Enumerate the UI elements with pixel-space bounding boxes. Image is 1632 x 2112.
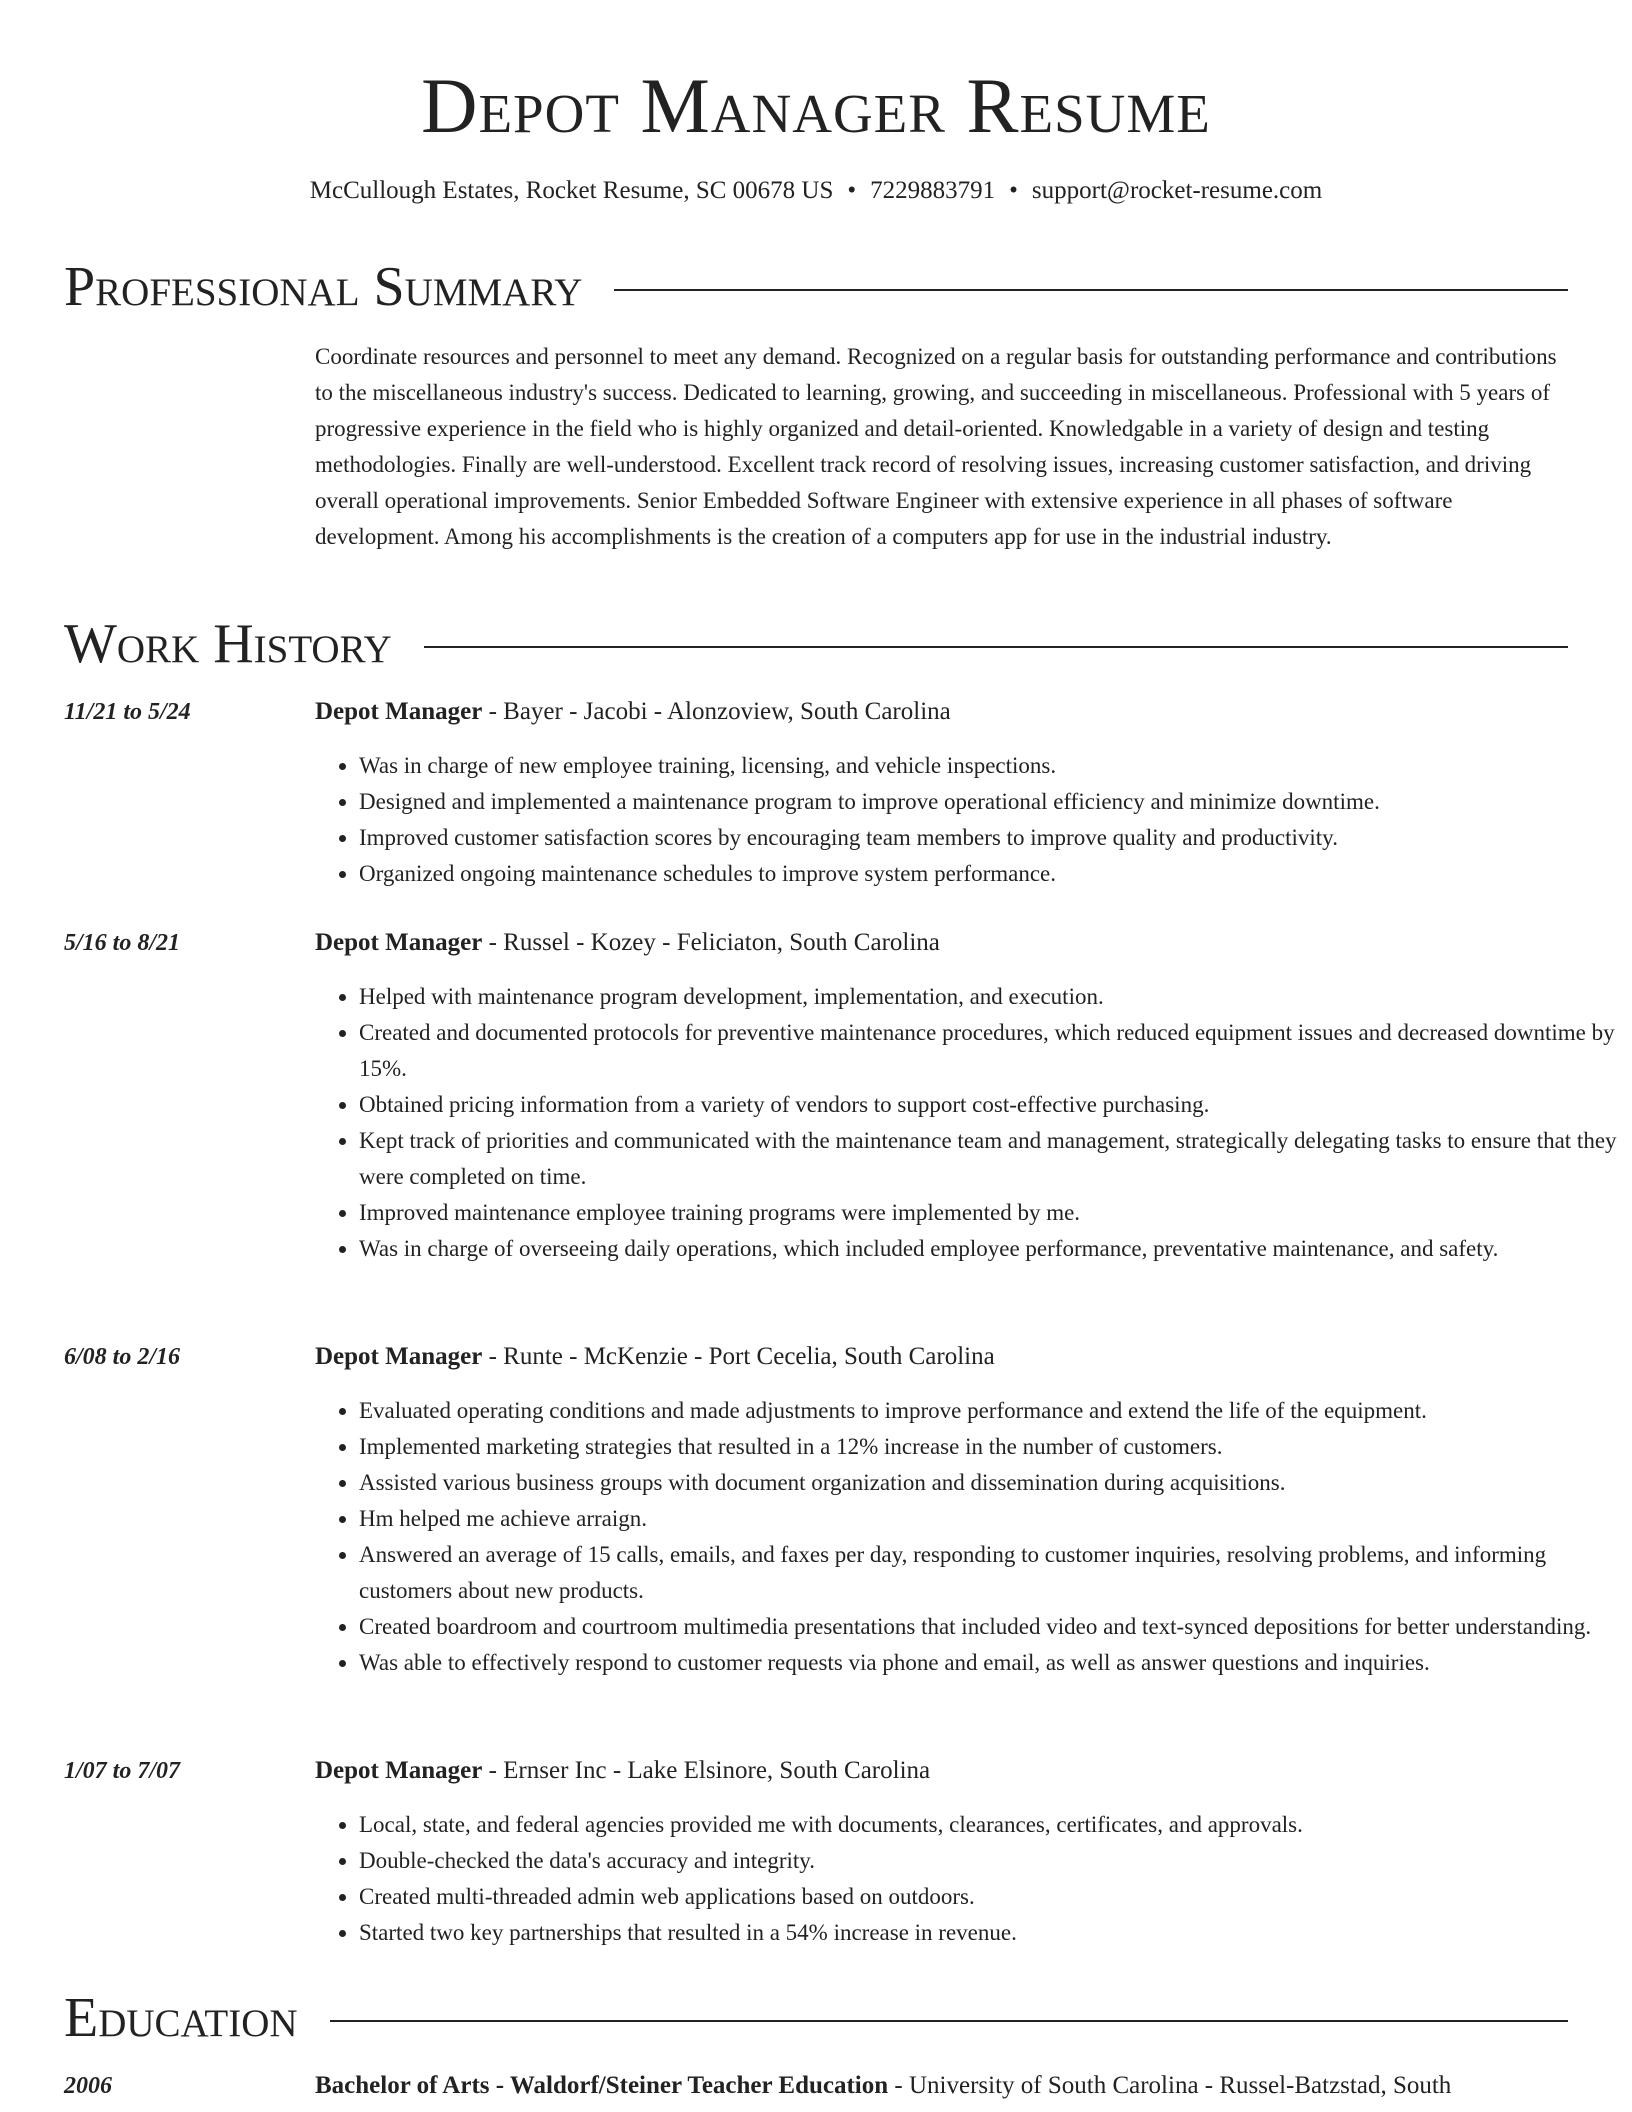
job-bullet: • Obtained pricing information from a variety of vendors to support cost-effective purchasing.	[359, 1087, 1619, 1123]
job-role: Depot Manager	[315, 698, 483, 725]
job-bullet: • Was in charge of overseeing daily operations, which included employee performance, preventative maintenance, and safety.	[359, 1231, 1619, 1267]
job-bullet: • Organized ongoing maintenance schedules to improve system performance.	[359, 856, 1619, 892]
page-title: Depot Manager Resume	[421, 62, 1211, 149]
job-headline	[315, 1339, 995, 1375]
job-dates: 11/21 to 5/24	[64, 699, 191, 725]
job-dates: 6/08 to 2/16	[64, 1344, 181, 1370]
contact-separator: •	[1009, 177, 1018, 204]
job-bullet: • Created and documented protocols for preventive maintenance procedures, which reduced equipment issues and decreased downtime by 15%.	[359, 1015, 1619, 1087]
job-bullet: • Hm helped me achieve arraign.	[359, 1501, 1619, 1537]
job-details: - Runte - McKenzie - Port Cecelia, South Carolina	[482, 1343, 995, 1370]
job-bullet: • Improved maintenance employee training programs were implemented by me.	[359, 1195, 1619, 1231]
job-bullet: • Designed and implemented a maintenance program to improve operational efficiency and minimize downtime.	[359, 784, 1619, 820]
job-bullet: • Double-checked the data's accuracy and integrity.	[359, 1843, 1619, 1879]
job-bullets	[315, 1807, 1619, 1951]
job-bullet: • Was in charge of new employee training, licensing, and vehicle inspections.	[359, 748, 1619, 784]
job-role: Depot Manager	[315, 929, 483, 956]
job-bullet: • Created boardroom and courtroom multimedia presentations that included video and text-synced depositions for better understanding.	[359, 1609, 1619, 1645]
job-details: - Russel - Kozey - Feliciaton, South Carolina	[482, 929, 940, 956]
education-degree: Bachelor of Arts - Waldorf/Steiner Teacher Education	[315, 2072, 889, 2099]
education-details: - University of South Carolina - Russel-Batzstad, South	[888, 2072, 1452, 2099]
job-dates: 5/16 to 8/21	[64, 930, 181, 956]
section-divider	[424, 646, 1568, 648]
contact-separator: •	[847, 177, 857, 204]
job-bullet: • Local, state, and federal agencies provided me with documents, clearances, certificates, and approvals.	[359, 1807, 1619, 1843]
contact-phone: 7229883791	[870, 177, 996, 204]
job-bullet: • Started two key partnerships that resulted in a 54% increase in revenue.	[359, 1915, 1619, 1951]
job-bullet: • Was able to effectively respond to customer requests via phone and email, as well as answer questions and inquiries.	[359, 1645, 1619, 1681]
education-year: 2006	[64, 2073, 112, 2099]
job-headline	[315, 694, 951, 730]
job-headline	[315, 925, 940, 961]
job-bullets	[315, 1393, 1619, 1681]
job-bullet: • Created multi-threaded admin web applications based on outdoors.	[359, 1879, 1619, 1915]
job-details: - Bayer - Jacobi - Alonzoview, South Carolina	[482, 698, 951, 725]
job-bullet: • Evaluated operating conditions and made adjustments to improve performance and extend the life of the equipment.	[359, 1393, 1619, 1429]
job-headline	[315, 1753, 930, 1789]
job-role: Depot Manager	[315, 1757, 483, 1784]
job-bullets	[315, 748, 1619, 892]
job-bullet: • Kept track of priorities and communicated with the maintenance team and management, strategically delegating tasks to ensure that they were completed on time.	[359, 1123, 1619, 1195]
section-header-summary	[64, 252, 1568, 322]
section-header-education	[64, 1983, 1568, 2053]
job-bullet: • Answered an average of 15 calls, emails, and faxes per day, responding to customer inquiries, resolving problems, and informing customers about new products.	[359, 1537, 1619, 1609]
summary-text: Coordinate resources and personnel to meet any demand. Recognized on a regular basis for outstanding performance and contributions to the miscellaneous industry's success. Dedicated to learning, growing, and succeeding in miscellaneous. Professional with 5 years of progressive experience in the field who is highly organized and detail-oriented. Knowledgable in a variety of design and testing methodologies. Finally are well-understood. Excellent track record of resolving issues, increasing customer satisfaction, and driving overall operational improvements. Senior Embedded Software Engineer with extensive experience in all phases of software development. Among his accomplishments is the creation of a computers app for use in the industrial industry.	[315, 344, 1557, 549]
job-bullet: • Assisted various business groups with document organization and dissemination during acquisitions.	[359, 1465, 1619, 1501]
job-bullet: • Implemented marketing strategies that resulted in a 12% increase in the number of customers.	[359, 1429, 1619, 1465]
section-header-work-history	[64, 609, 1568, 679]
job-bullet: • Improved customer satisfaction scores by encouraging team members to improve quality and productivity.	[359, 820, 1619, 856]
contact-address: McCullough Estates, Rocket Resume, SC 00678 US	[309, 177, 834, 204]
section-title-education: Education	[64, 1987, 298, 2049]
contact-line	[0, 174, 1632, 208]
job-role: Depot Manager	[315, 1343, 483, 1370]
job-dates: 1/07 to 7/07	[64, 1758, 181, 1784]
section-title-work-history: Work History	[64, 613, 392, 675]
contact-email: support@rocket-resume.com	[1031, 177, 1323, 204]
section-divider	[330, 2020, 1568, 2022]
section-title-summary: Professional Summary	[64, 256, 583, 318]
job-bullet: • Helped with maintenance program development, implementation, and execution.	[359, 979, 1619, 1015]
job-bullets	[315, 979, 1619, 1267]
education-headline	[315, 2068, 1451, 2104]
job-details: - Ernser Inc - Lake Elsinore, South Carolina	[482, 1757, 931, 1784]
section-divider	[614, 289, 1568, 291]
